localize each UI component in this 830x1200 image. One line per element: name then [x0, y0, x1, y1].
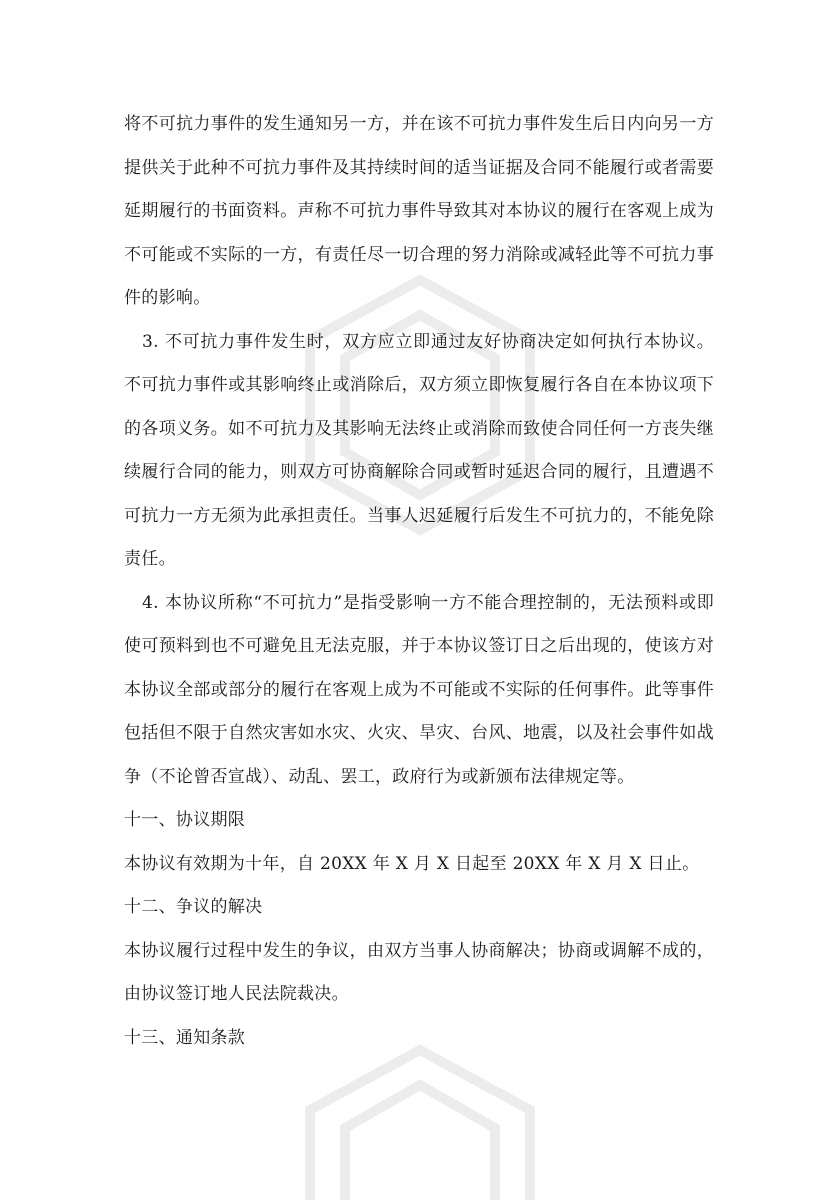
paragraph-dispute-resolution: 本协议履行过程中发生的争议，由双方当事人协商解决；协商或调解不成的，由协议签订地人民法院裁决。	[124, 940, 714, 1004]
section-heading-dispute-resolution: 十二、争议的解决	[124, 897, 263, 917]
document-body	[124, 103, 714, 1060]
watermark-logo-icon-bottom	[300, 1040, 540, 1200]
section-heading-notice-clause: 十三、通知条款	[124, 1027, 246, 1048]
paragraph-agreement-term: 本协议有效期为十年，自 20XX 年 X 月 X 日起至 20XX 年 X 月 X 日止。	[124, 853, 700, 874]
paragraph-clause-3: 3. 不可抗力事件发生时，双方应立即通过友好协商决定如何执行本协议。不可抗力事件或其影响终止或消除后，双方须立即恢复履行各自在本协议项下的各项义务。如不可抗力及其影响无法终止或消除而致使合同任何一方丧失继续履行合同的能力，则双方可协商解除合同或暂时延迟合同的履行，且遭遇不可抗力一方无须为此承担责任。当事人迟延履行后发生不可抗力的，不能免除责任。	[124, 331, 714, 569]
paragraph-force-majeure-notice: 将不可抗力事件的发生通知另一方，并在该不可抗力事件发生后日内向另一方提供关于此种不可抗力事件及其持续时间的适当证据及合同不能履行或者需要延期履行的书面资料。声称不可抗力事件导致其对本协议的履行在客观上成为不可能或不实际的一方，有责任尽一切合理的努力消除或减轻此等不可抗力事件的影响。	[124, 114, 714, 308]
section-heading-agreement-term: 十一、协议期限	[124, 810, 246, 830]
paragraph-clause-4: 4. 本协议所称“不可抗力”是指受影响一方不能合理控制的，无法预料或即使可预料到也不可避免且无法克服，并于本协议签订日之后出现的，使该方对本协议全部或部分的履行在客观上成为不可能或不实际的任何事件。此等事件包括但不限于自然灾害如水灾、火灾、旱灾、台风、地震，以及社会事件如战争（不论曾否宣战）、动乱、罢工，政府行为或新颁布法律规定等。	[124, 592, 714, 787]
